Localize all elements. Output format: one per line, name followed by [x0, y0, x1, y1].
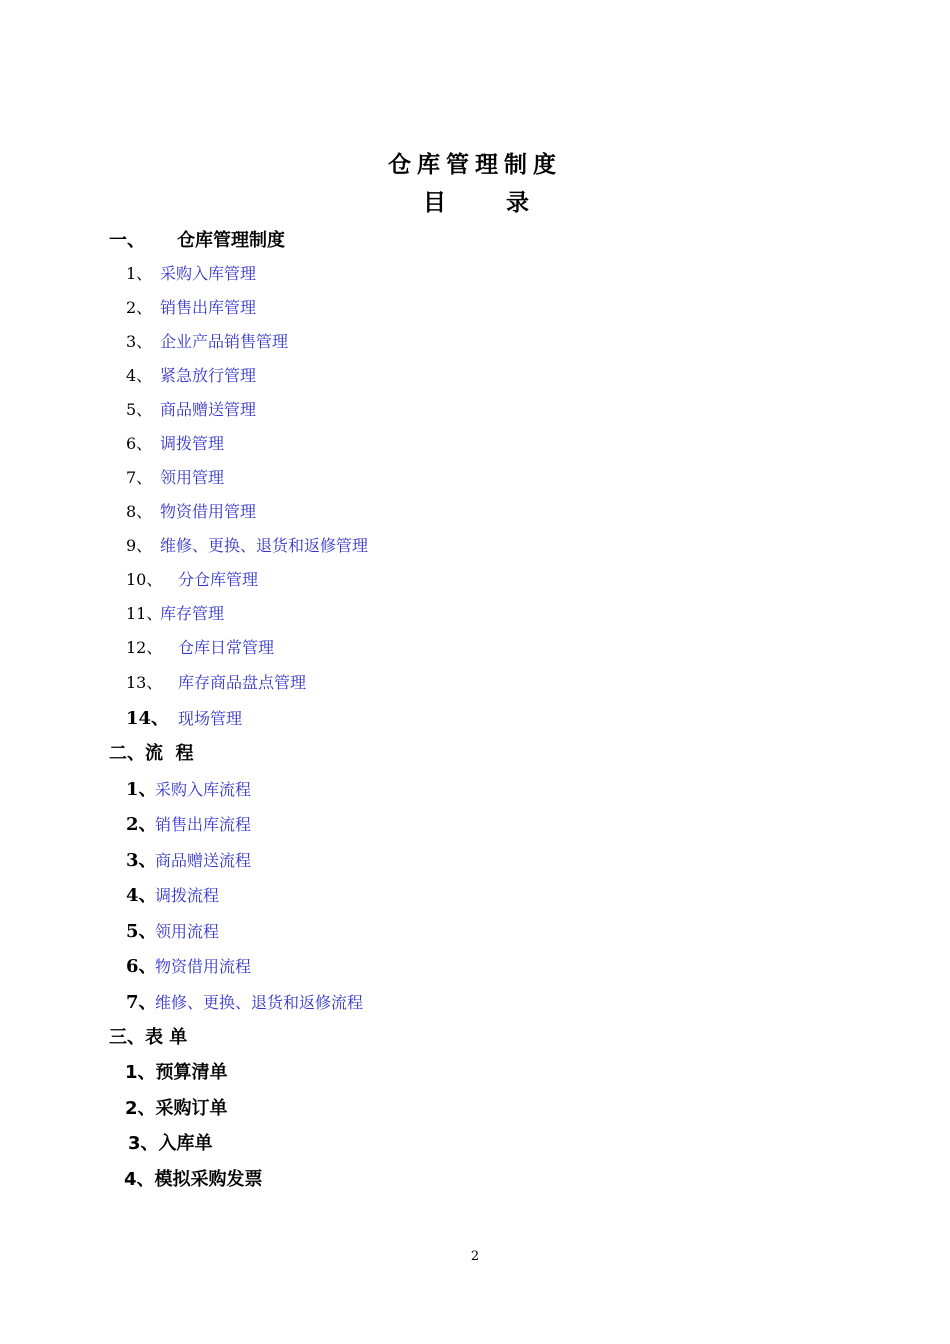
toc-link-rule-8[interactable]: [126, 499, 256, 522]
section-number: 二、: [109, 743, 145, 764]
item-label: 维修、更换、退货和返修管理: [160, 536, 369, 555]
toc-link-rule-10[interactable]: [126, 567, 258, 590]
item-label: 库存商品盘点管理: [178, 673, 307, 692]
toc-link-rule-4[interactable]: [126, 363, 256, 386]
item-number: 13、: [126, 673, 163, 692]
item-label: 现场管理: [178, 709, 243, 728]
toc-link-rule-6[interactable]: [126, 431, 224, 454]
toc-link-rule-5[interactable]: [126, 397, 256, 420]
item-number: 3、: [126, 332, 153, 351]
toc-link-process-3[interactable]: [126, 846, 251, 872]
section-heading-forms: [109, 1023, 187, 1049]
item-number: 3、: [126, 850, 157, 871]
item-label: 维修、更换、退货和返修流程: [155, 993, 364, 1012]
form-item-1: 1、预算清单: [125, 1062, 228, 1083]
item-label: 商品赠送流程: [155, 851, 252, 870]
item-label: 分仓库管理: [178, 570, 259, 589]
item-number: 10、: [126, 570, 163, 589]
item-number: 6、: [126, 434, 153, 453]
toc-link-rule-7[interactable]: [126, 465, 224, 488]
toc-link-process-1[interactable]: [126, 775, 251, 801]
item-label: 调拨管理: [160, 434, 225, 453]
item-label: 库存管理: [160, 604, 225, 623]
item-number: 5、: [126, 400, 153, 419]
item-number: 2、: [126, 814, 157, 835]
toc-link-rule-1[interactable]: [126, 261, 256, 284]
item-label: 商品赠送管理: [160, 400, 257, 419]
toc-link-process-6[interactable]: [126, 952, 251, 978]
item-number: 14、: [126, 708, 170, 729]
item-number: 4、: [126, 366, 153, 385]
section-label: 仓库管理制度: [177, 230, 285, 251]
item-number: 12、: [126, 638, 163, 657]
item-label: 销售出库流程: [155, 815, 252, 834]
item-number: 7、: [126, 992, 157, 1013]
item-number: 6、: [126, 956, 157, 977]
toc-link-rule-12[interactable]: [126, 635, 274, 658]
section-heading-processes: [109, 739, 194, 765]
item-label: 物资借用管理: [160, 502, 257, 521]
item-number: 1、: [126, 779, 157, 800]
item-number: 9、: [126, 536, 153, 555]
item-label: 企业产品销售管理: [160, 332, 289, 351]
form-item-2: 2、采购订单: [125, 1098, 228, 1119]
page-number: 2: [470, 1249, 480, 1264]
toc-link-process-7[interactable]: [126, 988, 363, 1014]
item-label: 采购入库流程: [155, 780, 252, 799]
toc-link-rule-11[interactable]: [126, 601, 224, 624]
item-label: 领用流程: [155, 922, 220, 941]
item-number: 1、: [126, 264, 153, 283]
toc-link-process-2[interactable]: [126, 810, 251, 836]
form-item-4: 4、模拟采购发票: [124, 1169, 263, 1190]
toc-link-process-5[interactable]: [126, 917, 219, 943]
toc-link-rule-3[interactable]: [126, 329, 288, 352]
toc-link-rule-2[interactable]: [126, 295, 256, 318]
toc-link-rule-14[interactable]: [126, 704, 242, 730]
section-label: 流 程: [145, 743, 194, 764]
form-item-3: 3、入库单: [128, 1133, 213, 1154]
toc-title: 目 录: [422, 190, 555, 216]
section-number: 一、: [109, 230, 145, 251]
toc-link-rule-13[interactable]: [126, 670, 306, 693]
item-number: 5、: [126, 921, 157, 942]
item-label: 销售出库管理: [160, 298, 257, 317]
section-label: 表 单: [145, 1027, 188, 1048]
item-number: 4、: [126, 885, 157, 906]
item-label: 紧急放行管理: [160, 366, 257, 385]
item-label: 调拨流程: [155, 886, 220, 905]
section-number: 三、: [109, 1027, 145, 1048]
item-number: 8、: [126, 502, 153, 521]
item-label: 领用管理: [160, 468, 225, 487]
toc-link-rule-9[interactable]: [126, 533, 368, 556]
item-number: 11、: [126, 604, 163, 623]
item-number: 2、: [126, 298, 153, 317]
section-heading-rules: [109, 226, 285, 252]
toc-link-process-4[interactable]: [126, 881, 219, 907]
item-label: 仓库日常管理: [178, 638, 275, 657]
item-label: 采购入库管理: [160, 264, 257, 283]
item-number: 7、: [126, 468, 153, 487]
document-title: 仓库管理制度: [388, 152, 562, 178]
item-label: 物资借用流程: [155, 957, 252, 976]
